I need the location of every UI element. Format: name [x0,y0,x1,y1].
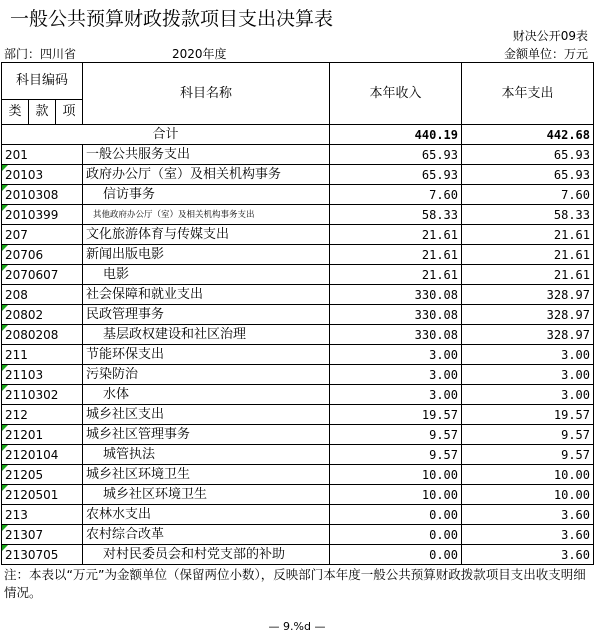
comment-marker-icon [2,245,8,251]
subject-code [2,525,83,545]
subject-name: 节能环保支出 [83,345,330,365]
income-value: 330.08 [330,285,462,305]
expense-value: 21.61 [462,225,594,245]
comment-marker-icon [2,485,8,491]
subject-code-text: 21201 [5,427,44,442]
table-row [2,325,594,345]
subject-code [2,345,83,365]
subject-name: 信访事务 [83,185,330,205]
table-row [2,145,594,165]
subject-name: 城乡社区管理事务 [83,425,330,445]
item-header: 项 [56,100,83,125]
comment-marker-icon [2,545,8,551]
income-value: 19.57 [330,405,462,425]
comment-marker-icon [2,165,8,171]
expense-value: 21.61 [462,245,594,265]
subject-name: 其他政府办公厅（室）及相关机构事务支出 [83,205,330,225]
department-label: 部门：四川省 [4,47,77,61]
comment-marker-icon [2,305,8,311]
income-value: 21.61 [330,225,462,245]
subject-name: 民政管理事务 [83,305,330,325]
subject-name: 政府办公厅（室）及相关机构事务 [83,165,330,185]
class-header: 类 [2,100,29,125]
subject-code-text: 2080208 [5,327,59,342]
comment-marker-icon [2,265,8,271]
subject-code [2,485,83,505]
income-value: 21.61 [330,265,462,285]
subject-code-text: 212 [5,407,28,422]
expense-value: 65.93 [462,165,594,185]
subject-name: 农林水支出 [83,505,330,525]
subject-code [2,165,83,185]
income-value: 0.00 [330,505,462,525]
subject-code [2,265,83,285]
subject-code [2,245,83,265]
subject-code-text: 211 [5,347,28,362]
expense-header: 本年支出 [462,63,594,125]
subject-name-header: 科目名称 [83,63,330,125]
income-value: 65.93 [330,165,462,185]
income-value: 3.00 [330,345,462,365]
table-row [2,385,594,405]
subject-name: 城乡社区环境卫生 [83,485,330,505]
subject-code [2,405,83,425]
expense-value: 58.33 [462,205,594,225]
income-header: 本年收入 [330,63,462,125]
subject-code [2,285,83,305]
subject-code-text: 21307 [5,527,44,542]
table-row [2,445,594,465]
subject-name: 社会保障和就业支出 [83,285,330,305]
subject-code-text: 2120501 [5,487,59,502]
subject-name: 城管执法 [83,445,330,465]
expense-value: 328.97 [462,285,594,305]
report-title: 一般公共预算财政拨款项目支出决算表 [10,8,334,30]
subject-code-text: 21205 [5,467,44,482]
subject-code-text: 201 [5,147,28,162]
subject-name: 新闻出版电影 [83,245,330,265]
subject-code-text: 208 [5,287,28,302]
comment-marker-icon [2,205,8,211]
subject-code [2,445,83,465]
income-value: 330.08 [330,325,462,345]
section-header: 款 [29,100,56,125]
comment-marker-icon [2,425,8,431]
table-row [2,205,594,225]
table-row [2,525,594,545]
subject-name: 一般公共服务支出 [83,145,330,165]
income-value: 10.00 [330,465,462,485]
income-value: 9.57 [330,425,462,445]
comment-marker-icon [2,365,8,371]
subject-code [2,505,83,525]
table-code: 财决公开09表 [512,29,588,43]
subject-code [2,385,83,405]
expense-value: 7.60 [462,185,594,205]
table-row [2,365,594,385]
subject-name: 电影 [83,265,330,285]
expense-value: 10.00 [462,485,594,505]
table-row [2,505,594,525]
subject-code-header: 科目编码 [2,63,83,100]
subject-name: 城乡社区环境卫生 [83,465,330,485]
subject-code-text: 207 [5,227,28,242]
page-number: — 9.%d — [268,620,326,633]
expense-value: 19.57 [462,405,594,425]
expense-value: 65.93 [462,145,594,165]
comment-marker-icon [2,465,8,471]
subject-code [2,425,83,445]
subject-code-text: 2110302 [5,387,59,402]
amount-unit: 金额单位：万元 [503,47,588,61]
expense-value: 9.57 [462,425,594,445]
fiscal-year: 2020年度 [172,47,227,61]
table-row [2,285,594,305]
expense-value: 21.61 [462,265,594,285]
expenditure-table [1,62,594,565]
subject-code [2,365,83,385]
subject-code [2,185,83,205]
income-value: 3.00 [330,365,462,385]
subject-code [2,545,83,565]
expense-value: 328.97 [462,325,594,345]
table-row [2,305,594,325]
subject-code-text: 20802 [5,307,44,322]
income-value: 58.33 [330,205,462,225]
income-value: 3.00 [330,385,462,405]
expense-value: 328.97 [462,305,594,325]
expense-value: 3.00 [462,385,594,405]
header-row [2,63,594,100]
table-row [2,425,594,445]
table-row [2,225,594,245]
table-row [2,545,594,565]
income-value: 7.60 [330,185,462,205]
expense-value: 3.60 [462,525,594,545]
subject-code-text: 2120104 [5,447,59,462]
subject-code-text: 21103 [5,367,44,382]
income-value: 0.00 [330,525,462,545]
subject-code-text: 213 [5,507,28,522]
income-value: 10.00 [330,485,462,505]
subject-code [2,305,83,325]
expense-value: 3.60 [462,545,594,565]
subject-name: 污染防治 [83,365,330,385]
table-row [2,465,594,485]
subject-name: 对村民委员会和村党支部的补助 [83,545,330,565]
footnote: 注：本表以“万元”为金额单位（保留两位小数），反映部门本年度一般公共预算财政拨款项目支出收支明细情况。 [4,567,586,600]
table-row [2,265,594,285]
subject-name: 水体 [83,385,330,405]
subject-name: 基层政权建设和社区治理 [83,325,330,345]
subject-code [2,325,83,345]
expense-value: 3.60 [462,505,594,525]
table-row [2,345,594,365]
table-row [2,405,594,425]
subject-code-text: 20706 [5,247,44,262]
income-value: 65.93 [330,145,462,165]
income-value: 9.57 [330,445,462,465]
income-value: 21.61 [330,245,462,265]
income-value: 330.08 [330,305,462,325]
total-expense: 442.68 [462,125,594,145]
expense-value: 3.00 [462,345,594,365]
comment-marker-icon [2,385,8,391]
income-value: 0.00 [330,545,462,565]
comment-marker-icon [2,445,8,451]
subject-code [2,205,83,225]
comment-marker-icon [2,325,8,331]
table-row [2,165,594,185]
total-income: 440.19 [330,125,462,145]
comment-marker-icon [2,185,8,191]
subject-code-text: 2070607 [5,267,59,282]
subject-name: 城乡社区支出 [83,405,330,425]
subject-code-text: 2130705 [5,547,59,562]
total-row [2,125,594,145]
subject-code-text: 20103 [5,167,44,182]
expense-value: 9.57 [462,445,594,465]
comment-marker-icon [2,525,8,531]
expense-value: 3.00 [462,365,594,385]
total-label: 合计 [2,125,330,145]
subject-code [2,145,83,165]
subject-code [2,225,83,245]
subject-name: 农村综合改革 [83,525,330,545]
table-row [2,245,594,265]
subject-name: 文化旅游体育与传媒支出 [83,225,330,245]
expense-value: 10.00 [462,465,594,485]
subject-code [2,465,83,485]
table-row [2,485,594,505]
subject-code-text: 2010308 [5,187,59,202]
table-row [2,185,594,205]
subject-code-text: 2010399 [5,207,59,222]
